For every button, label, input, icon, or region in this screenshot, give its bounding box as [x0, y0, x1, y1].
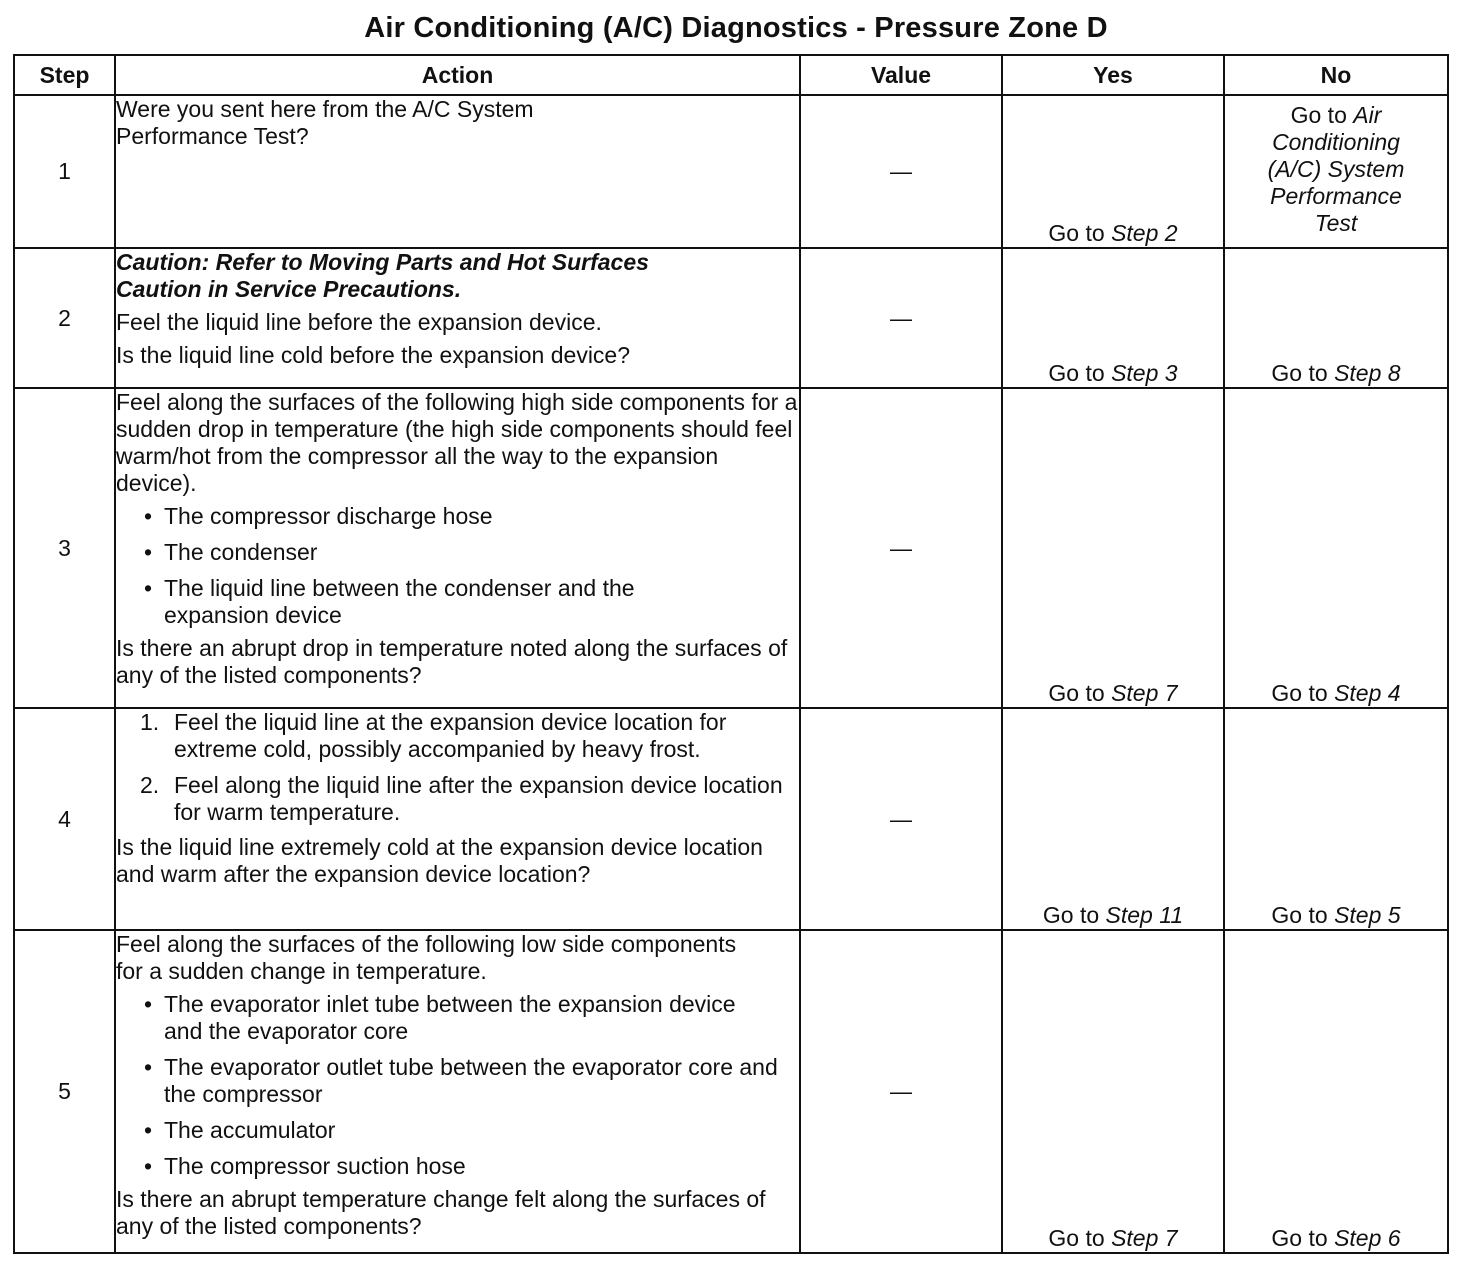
- column-header-value: Value: [800, 55, 1002, 95]
- action-intro: Feel along the surfaces of the following low side components for a sudden change in temperature.: [116, 931, 737, 984]
- value-dash: —: [890, 535, 912, 561]
- value-cell: [800, 930, 1002, 1253]
- column-header-action: Action: [115, 55, 800, 95]
- numbered-steps: [116, 709, 799, 826]
- list-item: • The evaporator outlet tube between the evaporator core and the compressor: [144, 1054, 799, 1108]
- page-title: Air Conditioning (A/C) Diagnostics - Pressure Zone D: [364, 12, 1108, 44]
- go-to-target: Air Conditioning (A/C) System Performance Test: [1267, 102, 1405, 236]
- list-item: • The condenser: [144, 539, 799, 566]
- list-text: Feel along the liquid line after the expansion device location for warm temperature.: [174, 772, 783, 825]
- action-cell: [115, 388, 800, 708]
- action-question: Is the liquid line cold before the expansion device?: [116, 342, 631, 368]
- action-question: Is there an abrupt temperature change felt along the surfaces of any of the listed components?: [116, 1186, 766, 1239]
- go-to-label: Go to: [1271, 360, 1328, 386]
- value-dash: —: [890, 159, 912, 184]
- no-cell: [1224, 248, 1448, 388]
- list-item: [140, 709, 799, 763]
- go-to-label: Go to: [1042, 902, 1100, 928]
- no-cell: [1224, 388, 1448, 708]
- list-item: • The liquid line between the condenser and the expansion device: [144, 575, 799, 629]
- value-dash: —: [890, 806, 912, 832]
- go-to-label: Go to: [1271, 680, 1328, 706]
- list-item: • The evaporator inlet tube between the expansion device and the evaporator core: [144, 991, 799, 1045]
- list-number: 2.: [140, 772, 160, 798]
- table-row-step-2: [14, 248, 1448, 388]
- component-list: [116, 503, 799, 629]
- list-text: Feel the liquid line at the expansion device location for extreme cold, possibly accompanied by heavy frost.: [174, 709, 727, 762]
- table-row-step-3: [14, 388, 1448, 708]
- list-item: [140, 772, 799, 826]
- go-to-label: Go to: [1048, 680, 1105, 706]
- value-dash: —: [890, 1079, 912, 1104]
- go-to-label: Go to: [1048, 1225, 1105, 1251]
- step-number: 1: [14, 95, 115, 248]
- table-row-step-4: [14, 708, 1448, 930]
- no-cell: [1224, 708, 1448, 930]
- action-cell: [115, 248, 800, 388]
- go-to-target: Step 7: [1111, 1225, 1178, 1251]
- value-dash: —: [890, 305, 912, 331]
- go-to-target: Step 3: [1111, 360, 1178, 386]
- step-number: 3: [14, 388, 115, 708]
- go-to-target: Step 11: [1105, 902, 1184, 928]
- column-header-yes: Yes: [1002, 55, 1224, 95]
- action-cell: [115, 95, 800, 248]
- list-number: 1.: [140, 709, 160, 735]
- go-to-label: Go to: [1048, 360, 1105, 386]
- diagnostic-table: [13, 54, 1449, 1254]
- column-header-step: Step: [14, 55, 115, 95]
- action-instruction: Feel the liquid line before the expansion device.: [116, 309, 602, 335]
- caution-text: Caution: Refer to Moving Parts and Hot Surfaces Caution in Service Precautions.: [116, 249, 649, 302]
- action-intro: Feel along the surfaces of the following high side components for a sudden drop in temperature (the high side components should feel warm/hot from the compressor all the way to the expansion device).: [116, 389, 798, 496]
- go-to-label: Go to: [1271, 1225, 1328, 1251]
- value-cell: [800, 388, 1002, 708]
- go-to-target: Step 5: [1334, 902, 1401, 928]
- go-to-label: Go to: [1290, 102, 1347, 128]
- go-to-target: Step 7: [1111, 680, 1178, 706]
- yes-cell: [1002, 388, 1224, 708]
- no-cell: [1224, 930, 1448, 1253]
- yes-cell: [1002, 930, 1224, 1253]
- go-to-label: Go to: [1271, 902, 1328, 928]
- list-item: • The compressor suction hose: [144, 1153, 799, 1180]
- list-item: • The accumulator: [144, 1117, 799, 1144]
- yes-cell: [1002, 248, 1224, 388]
- yes-cell: [1002, 95, 1224, 248]
- action-question: Were you sent here from the A/C System Performance Test?: [116, 96, 534, 149]
- go-to-label: Go to: [1048, 220, 1105, 246]
- column-header-no: No: [1224, 55, 1448, 95]
- go-to-target: Step 2: [1111, 220, 1178, 246]
- value-cell: [800, 708, 1002, 930]
- yes-cell: [1002, 708, 1224, 930]
- step-number: 2: [14, 248, 115, 388]
- table-row-step-1: [14, 95, 1448, 248]
- action-question: Is the liquid line extremely cold at the expansion device location and warm after the expansion device location?: [116, 834, 763, 887]
- go-to-target: Step 8: [1334, 360, 1401, 386]
- step-number: 4: [14, 708, 115, 930]
- action-cell: [115, 930, 800, 1253]
- step-number: 5: [14, 930, 115, 1253]
- table-row-step-5: [14, 930, 1448, 1253]
- component-list: [116, 991, 799, 1180]
- no-cell: [1224, 95, 1448, 248]
- go-to-target: Step 6: [1334, 1225, 1401, 1251]
- value-cell: [800, 95, 1002, 248]
- action-cell: [115, 708, 800, 930]
- header-row: [14, 55, 1448, 95]
- list-item: • The compressor discharge hose: [144, 503, 799, 530]
- value-cell: [800, 248, 1002, 388]
- action-question: Is there an abrupt drop in temperature noted along the surfaces of any of the listed components?: [116, 635, 788, 688]
- go-to-target: Step 4: [1334, 680, 1401, 706]
